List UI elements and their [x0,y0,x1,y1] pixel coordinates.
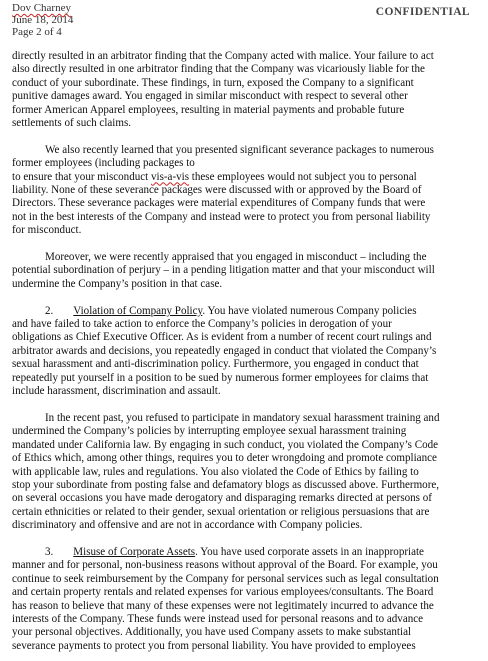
text-line: sexual harassment and anti-discrimination policy. Furthermore, you engaged in conduct that [12,358,419,371]
section-title: Misuse of Corporate Assets [73,545,196,558]
paragraph-malice [12,50,478,130]
text-line: interests of the Company. These funds were instead used for personal reasons and to advance [12,612,424,625]
text-line: manner and for personal, non-business reasons without approval of the Board. For example, you [12,559,438,572]
text-line: include harassment, discrimination and assault. [12,385,221,398]
text-line: discriminatory and offensive and are not in accordance with Company policies. [12,519,363,532]
text-line: former employees (including packages to [12,157,195,170]
section-misuse-assets [12,546,478,653]
section-heading-line [12,305,478,318]
text-line: mandated under California law. By engaging in such conduct, you violated the Company’s Code [12,438,439,451]
text-line: directly resulted in an arbitrator finding that the Company acted with malice. Your failure to act [12,50,434,62]
recipient-name: Dov Charney [12,2,71,14]
confidential-label: CONFIDENTIAL [375,6,470,18]
text-line: for misconduct. [12,224,82,237]
text-line: also directly resulted in one arbitrator finding that the Company was vicariously liable for the [12,63,425,76]
text-line: arbitrator awards and decisions, you repeatedly engaged in conduct that violated the Company’s [12,344,437,357]
text-line: punitive damages award. You engaged in similar misconduct with respect to several other [12,90,408,103]
text-line: has reason to believe that many of these expenses were not legitimately incurred to advance the [12,599,434,612]
text-fragment: these employees would not subject you to personal [189,170,417,183]
section-number: 2. [45,304,54,317]
text-line: conduct of your subordinate. These findings, in turn, exposed the Company to a significant [12,76,414,89]
section-number: 3. [45,545,54,558]
letter-body [12,50,478,653]
text-line: We also recently learned that you presented significant severance packages to numerous [45,143,434,156]
section-title: Violation of Company Policy [73,304,203,317]
text-line: on several occasions you have made derogatory and disparaging remarks directed at persons of [12,492,432,505]
text-line: liability. None of these severance packages were discussed with or approved by the Board of [12,184,422,197]
letter-header [12,2,478,50]
text-line: stop your subordinate from posting false and defamatory blogs as discussed above. Furthermore, [12,478,440,491]
paragraph-severance [12,144,478,238]
text-line: repeatedly put yourself in a position to be sued by numerous former employees for claims that [12,371,429,384]
text-line [12,171,478,184]
text-line: severance payments to protect you from personal liability. You have provided to employees [12,639,416,652]
text-line: In the recent past, you refused to participate in mandatory sexual harassment training and [45,411,440,424]
text-line: certain ethnicities or related to their gender, sexual orientation or religious persuasions that are [12,505,430,518]
page-number: Page 2 of 4 [12,26,62,38]
paragraph-perjury [12,251,478,291]
text-line: potential subordination of perjury – in a pending litigation matter and that your misconduct will [12,264,435,277]
text-fragment: . You have used corporate assets in an inappropriate [195,545,424,558]
header-meta [12,2,73,38]
section-heading-line [12,546,478,559]
text-line: with applicable law, rules and regulations. You also violated the Code of Ethics by failing to [12,465,419,478]
text-line: not in the best interests of the Company and instead were to protect you from personal liability [12,210,431,223]
misspelled-word: vis-a-vis [150,170,190,183]
paragraph-training [12,412,478,533]
text-line: obligations as Chief Executive Officer. As is evident from a number of recent court rulings and [12,331,432,344]
text-line: undermine the Company’s position in that case. [12,277,223,290]
text-line: continue to seek reimbursement by the Company for personal services such as legal consultation [12,572,439,585]
text-fragment: . You have violated numerous Company policies [202,304,417,317]
text-line: undermined the Company’s policies by interrupting employee sexual harassment training [12,425,407,438]
text-line: Directors. These severance packages were material expenditures of Company funds that were [12,197,426,210]
text-line: of Ethics which, among other things, requires you to deter wrongdoing and promote compliance [12,452,437,465]
text-line: former American Apparel employees, resulting in material payments and probable future [12,103,405,116]
text-fragment: to ensure that your misconduct [12,170,151,183]
text-line: Moreover, we were recently appraised that you engaged in misconduct – including the [45,251,427,264]
letter-date: June 18, 2014 [12,14,74,26]
text-line: your personal objectives. Additionally, you have used Company assets to make substantial [12,626,412,639]
text-line: and certain property rentals and related expenses for various employees/consultants. The Board [12,586,434,599]
text-line: settlements of such claims. [12,117,132,130]
text-line: and have failed to take action to enforce the Company’s policies in derogation of your [12,318,392,331]
section-policy-violation [12,305,478,399]
